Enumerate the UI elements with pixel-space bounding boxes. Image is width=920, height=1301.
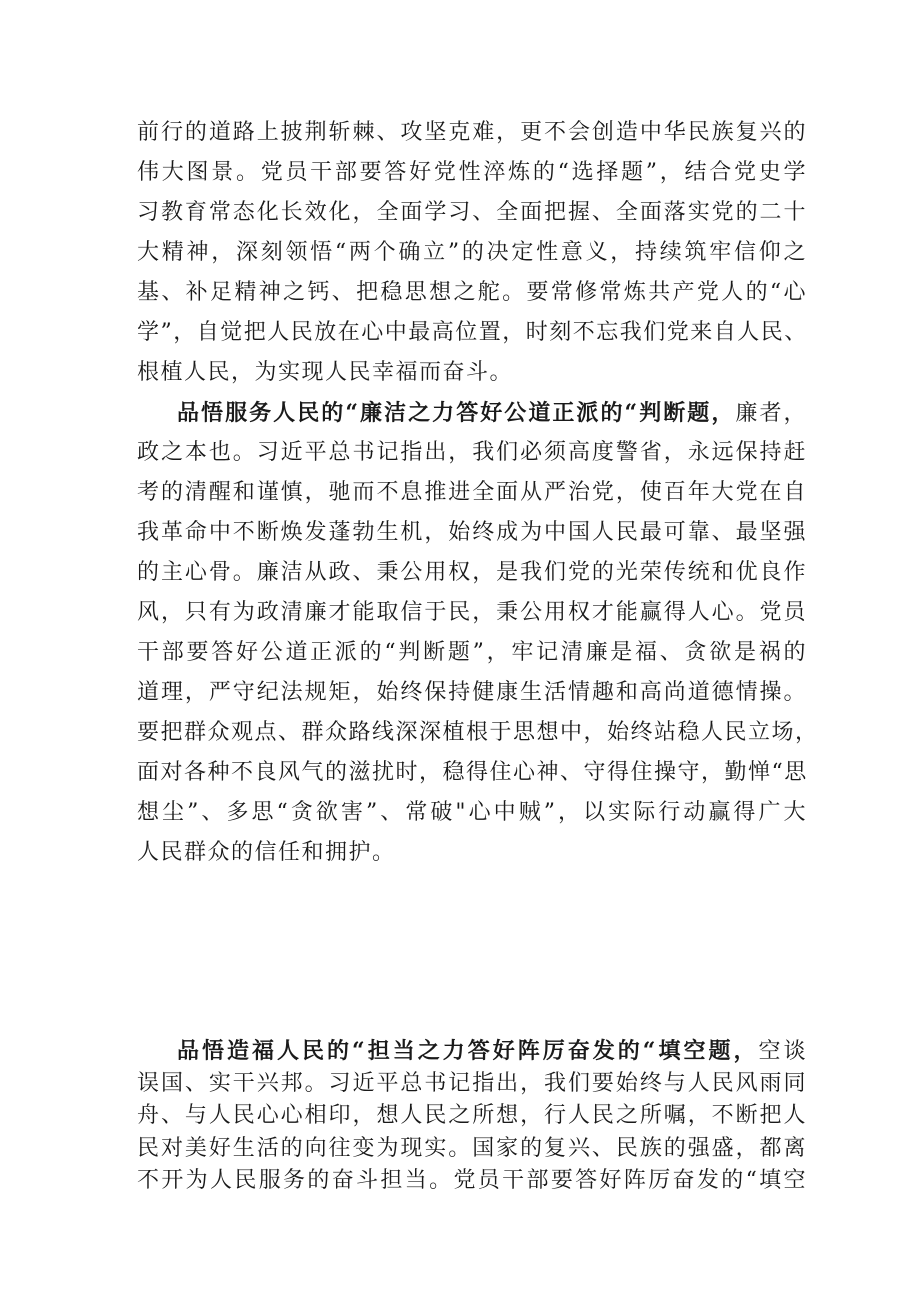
- paragraph-first-line: [137, 393, 807, 433]
- paragraph-first-line: [137, 1035, 807, 1068]
- text-line: 前行的道路上披荆斩棘、攻坚克难，更不会创造中华民族复兴的: [137, 120, 807, 145]
- text-line: 习教育常态化长效化，全面学习、全面把握、全面落实党的二十: [137, 200, 807, 225]
- text-line: 风，只有为政清廉才能取信于民，秉公用权才能赢得人心。党员: [137, 600, 807, 625]
- text-line: 我革命中不断焕发蓬勃生机，始终成为中国人民最可靠、最坚强: [137, 520, 807, 545]
- text-line: 根植人民，为实现人民幸福而奋斗。: [137, 360, 514, 385]
- text-line: 伟大图景。党员干部要答好党性淬炼的“选择题”，结合党史学: [137, 160, 807, 185]
- text-line: 考的清醒和谨慎，驰而不息推进全面从严治党，使百年大党在自: [137, 480, 807, 505]
- document-body-continued: [137, 1035, 807, 1198]
- text-line: 道理，严守纪法规矩，始终保持健康生活情趣和高尚道德情操。: [137, 680, 807, 705]
- text-line: 大精神，深刻领悟“两个确立”的决定性意义，持续筑牢信仰之: [137, 240, 807, 265]
- text-line: 误国、实干兴邦。习近平总书记指出，我们要始终与人民风雨同: [137, 1070, 807, 1096]
- paragraph-heading: 品悟服务人民的“廉洁之力答好公道正派的“判断题，: [177, 400, 736, 426]
- text-span: 空谈: [758, 1039, 807, 1064]
- text-line: 舟、与人民心心相印，想人民之所想，行人民之所嘱，不断把人: [137, 1103, 807, 1128]
- text-line: 民对美好生活的向往变为现实。国家的复兴、民族的强盛，都离: [137, 1135, 807, 1161]
- text-line: 政之本也。习近平总书记指出，我们必须高度警省，永远保持赶: [137, 440, 807, 465]
- text-line: 想尘”、多思“贪欲害”、常破"心中贼”，以实际行动赢得广大: [137, 800, 807, 825]
- text-line: 要把群众观点、群众路线深深植根于思想中，始终站稳人民立场，: [137, 720, 819, 745]
- text-line: 学”，自觉把人民放在心中最高位置，时刻不忘我们党来自人民、: [137, 320, 808, 345]
- text-line: 人民群众的信任和拥护。: [137, 840, 396, 865]
- text-line: 的主心骨。廉洁从政、秉公用权，是我们党的光荣传统和优良作: [137, 560, 807, 585]
- text-line: 基、补足精神之钙、把稳思想之舵。要常修常炼共产党人的“心: [137, 280, 807, 305]
- text-line: 面对各种不良风气的滋扰时，稳得住心神、守得住操守，勤惮“思: [137, 760, 808, 785]
- paragraph-heading: 品悟造福人民的“担当之力答好阵厉奋发的“填空题，: [177, 1038, 759, 1064]
- document-body: [137, 113, 819, 873]
- text-span: 廉者，: [735, 401, 807, 426]
- text-line: 不开为人民服务的奋斗担当。党员干部要答好阵厉奋发的“填空: [137, 1168, 807, 1193]
- text-line: 干部要答好公道正派的“判断题”，牢记清廉是福、贪欲是祸的: [137, 640, 807, 665]
